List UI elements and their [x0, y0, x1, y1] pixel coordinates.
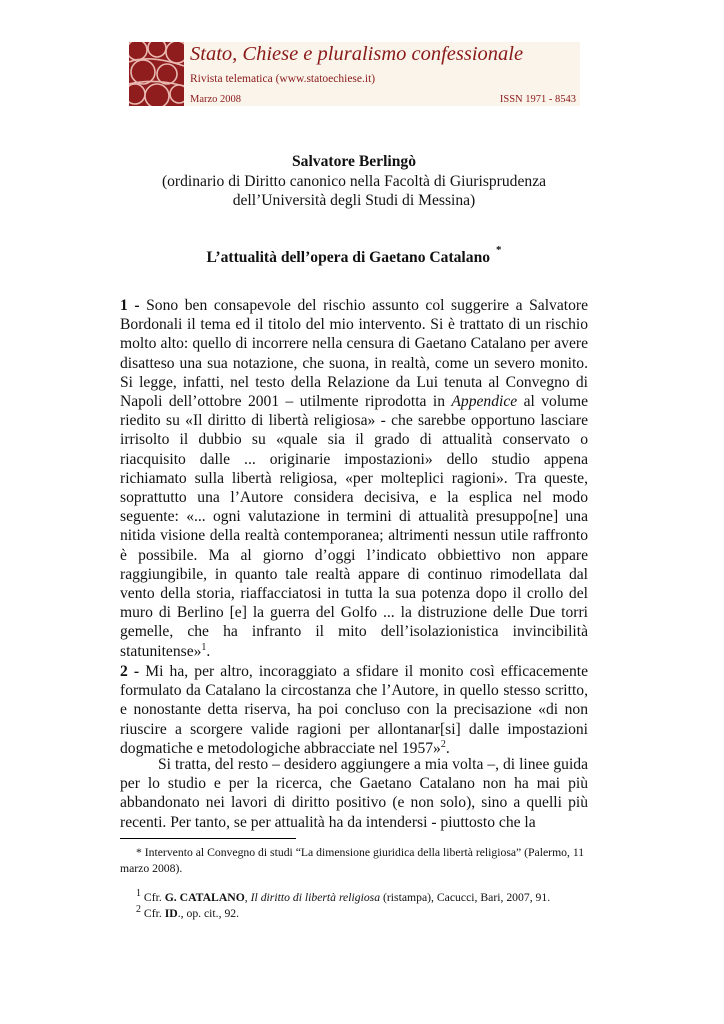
author-name: Salvatore Berlingò: [291, 153, 417, 170]
footnote-1: [120, 890, 588, 906]
footnote-1-author: G. CATALANO: [164, 891, 245, 904]
section-2-number: 2 -: [120, 663, 140, 680]
footnote-separator: [120, 838, 296, 839]
author-affiliation-line2: dell’Università degli Studi di Messina): [232, 192, 476, 209]
section-1-number: 1 -: [120, 297, 140, 314]
section-1-text-b: al volume riedito su «Il diritto di libertà religiosa» - che sarebbe opportuno lasciare irrisolto il dubbio su «quale sia il grado di attualità conservato o riacquisito dalle ... originarie impostazioni» dello studio appena richiamato sulla libertà religiosa, «per molteplici ragioni». Tra queste, soprattutto una l’Autore considera decisiva, e la esplica nel modo seguente: «... ogni valutazione in termini di attualità presuppo[ne] una nitida visione della realtà contemporanea; altrimenti nessun utile raffronto è possibile. Ma al giorno d’oggi l’indicato obbiettivo non appare raggiungibile, in quanto tale realtà appare di continuo rimodellata dal vento della storia, riaffacciatosi in tutta la sua potenza dopo il crollo del muro di Berlino [e] la guerra del Golfo ... la distruzione delle Due torri gemelle, che ha infranto il mito dell’isolazionistica invincibilità statunitense»: [120, 393, 588, 660]
section-1-end: .: [206, 642, 211, 660]
section-2-end: .: [445, 739, 450, 757]
journal-subtitle: Rivista telematica (www.statoechiese.it): [190, 73, 376, 85]
author-affiliation-line1: (ordinario di Diritto canonico nella Facoltà di Giurisprudenza: [161, 172, 547, 190]
footnote-2-author: ID: [164, 906, 178, 920]
footnote-2: [120, 903, 588, 922]
journal-title: Stato, Chiese e pluralismo confessionale: [190, 43, 524, 65]
issue-date: Marzo 2008: [190, 94, 242, 105]
footnote-1-rest: (ristampa), Cacucci, Bari, 2007, 91.: [380, 891, 551, 904]
footnote-list: [120, 890, 588, 921]
section-2-paragraph: [120, 662, 588, 758]
section-2-continuation-paragraph: Si tratta, del resto – desidero aggiungere a mia volta –, di linee guida per lo studio e per la ricerca, che Gaetano Catalano non ha mai più abbandonato nei lavori di diritto positivo (e non solo), sino a quelli più recenti. Per tanto, se per attualità ha da intendersi - piuttosto che la: [120, 756, 588, 831]
footnote-star-mark: *: [136, 846, 142, 859]
paper-title: [120, 244, 588, 267]
footnote-1-sep: ,: [244, 891, 251, 904]
journal-logo: [129, 42, 184, 106]
footnote-ref-1[interactable]: 1: [201, 641, 207, 653]
footnote-ref-2[interactable]: 2: [440, 738, 446, 750]
footnote-2-rest: ., op. cit., 92.: [177, 906, 240, 920]
footnote-1-number: 1: [136, 888, 141, 900]
section-2-text-a: Mi ha, per altro, incoraggiato a sfidare il monito così efficacemente formulato da Catalano la circostanza che l’Autore, in quello stesso scritto, e nonostante detta riserva, ha poi concluso con la precisazione «di non riuscire a scorgere valide ragioni per allontanar[si] dalle impostazioni dogmatiche e metodologiche abbracciate nel 1957»: [120, 663, 588, 757]
footnote-star-line: [120, 845, 588, 876]
footnote-star-text: Intervento al Convegno di studi “La dimensione giuridica della libertà religiosa” (Palermo, 11 marzo 2008).: [120, 846, 585, 875]
footnote-1-pre: Cfr.: [141, 891, 165, 904]
section-1-paragraph: [120, 296, 588, 661]
footnote-2-pre: Cfr.: [141, 906, 165, 920]
footnote-2-number: 2: [136, 903, 141, 915]
title-footnote-mark: *: [496, 244, 502, 256]
footnote-1-title: Il diritto di libertà religiosa: [250, 891, 381, 904]
author-block: [120, 152, 588, 211]
paper-title-text: L’attualità dell’opera di Gaetano Catalano: [206, 249, 491, 267]
journal-header: [129, 42, 580, 106]
issn-number: ISSN 1971 - 8543: [499, 94, 576, 105]
section-1-text-a: Sono ben consapevole del rischio assunto col suggerire a Salvatore Bordonali il tema ed il titolo del mio intervento. Si è trattato di un rischio molto alto: quello di incorrere nella censura di Gaetano Catalano per avere disatteso una sua notazione, che suona, in realtà, come un severo monito. Si legge, infatti, nel testo della Relazione da Lui tenuta al Convegno di Napoli dell’ottobre 2001 – utilmente riprodotta in: [120, 297, 588, 411]
footnote-star: [120, 845, 588, 876]
section-1-italic: Appendice: [451, 393, 518, 411]
